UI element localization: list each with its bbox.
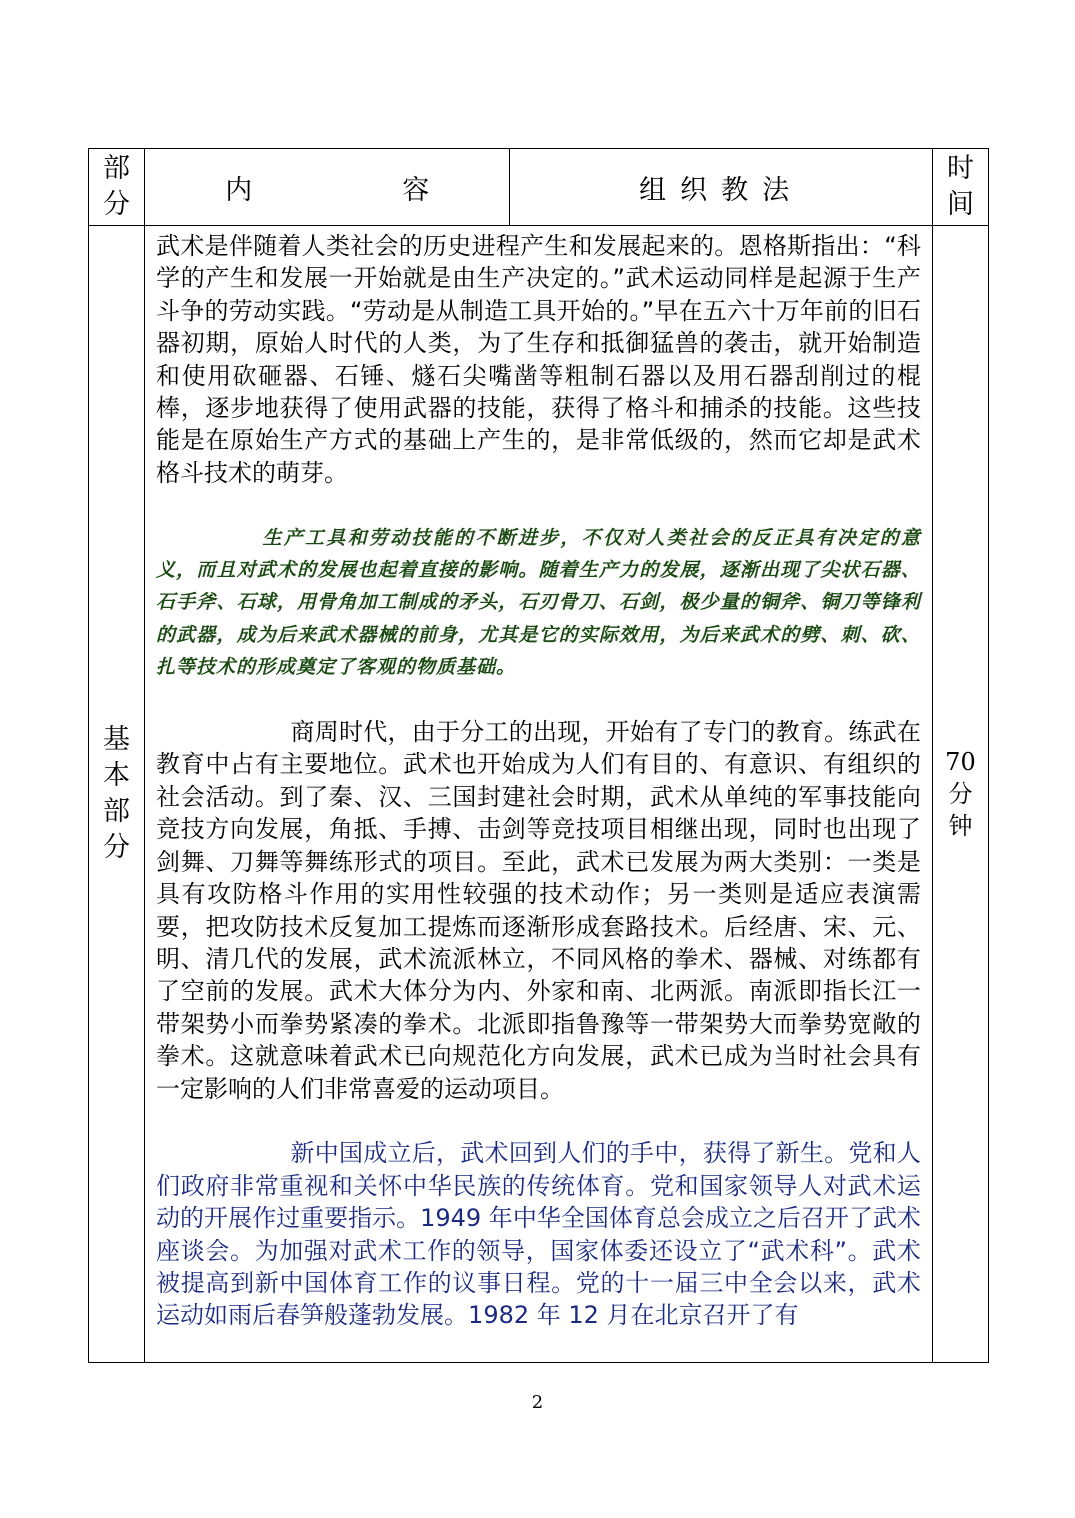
header-method-label: 组织教法: [639, 174, 804, 206]
page-number: 2: [531, 1392, 544, 1413]
header-content-label: [145, 168, 509, 207]
table-body-row: [89, 226, 989, 1363]
header-part-cell: [89, 149, 145, 226]
part-cell: [89, 226, 145, 1363]
header-content-cell: [145, 149, 510, 226]
time-cell: [932, 226, 988, 1363]
part-label: 基本部分: [103, 724, 131, 863]
paragraph-origin: 武术是伴随着人类社会的历史进程产生和发展起来的。恩格斯指出：“科学的产生和发展一开始就是由生产决定的。”武术运动同样是起源于生产斗争的劳动实践。“劳动是从制造工具开始的。”早在五六十万年前的旧石器初期，原始人时代的人类，为了生存和抵御猛兽的袭击，就开始制造和使用砍砸器、石锤、燧石尖嘴凿等粗制石器以及用石器刮削过的棍棒，逐步地获得了使用武器的技能，获得了格斗和捕杀的技能。这些技能是在原始生产方式的基础上产生的，是非常低级的，然而它却是武术格斗技术的萌芽。: [156, 232, 921, 487]
time-unit: 分钟: [948, 780, 973, 840]
paragraph-history: 商周时代，由于分工的出现，开始有了专门的教育。练武在教育中占有主要地位。武术也开始成为人们有目的、有意识、有组织的社会活动。到了秦、汉、三国封建社会时期，武术从单纯的军事技能向竞技方向发展，角抵、手搏、击剑等竞技项目相继出现，同时也出现了剑舞、刀舞等舞练形式的项目。至此，武术已发展为两大类别：一类是具有攻防格斗作用的实用性较强的技术动作；另一类则是适应表演需要，把攻防技术反复加工提炼而逐渐形成套路技术。后经唐、宋、元、明、清几代的发展，武术流派林立，不同风格的拳术、器械、对练都有了空前的发展。武术大体分为内、外家和南、北两派。南派即指长江一带架势小而拳势紧凑的拳术。北派即指鲁豫等一带架势大而拳势宽敞的拳术。这就意味着武术已向规范化方向发展，武术已成为当时社会具有一定影响的人们非常喜爱的运动项目。: [156, 718, 921, 1103]
header-time-cell: [932, 149, 988, 226]
paragraph-gap: [156, 1105, 921, 1137]
header-part-label: 部分: [103, 153, 131, 220]
header-content-char-1: 内: [225, 174, 253, 206]
header-content-char-2: 容: [402, 174, 430, 206]
paragraph-gap: [156, 684, 921, 716]
lesson-plan-table: [88, 148, 989, 1363]
table-header-row: [89, 149, 989, 226]
content-cell: [145, 226, 933, 1363]
header-method-cell: [510, 149, 932, 226]
paragraph-tools: 生产工具和劳动技能的不断进步，不仅对人类社会的反正具有决定的意义，而且对武术的发展也起着直接的影响。随着生产力的发展，逐渐出现了尖状石器、石手斧、石球，用骨角加工制成的矛头，石刃骨刀、石剑，极少量的铜斧、铜刀等锋利的武器，成为后来武术器械的前身，尤其是它的实际效用，为后来武术的劈、刺、砍、扎等技术的形成奠定了客观的物质基础。: [156, 526, 921, 679]
time-value: 70: [945, 748, 976, 776]
paragraph-new-china: 新中国成立后，武术回到人们的手中，获得了新生。党和人们政府非常重视和关怀中华民族的传统体育。党和国家领导人对武术运动的开展作过重要指示。1949 年中华全国体育总会成立之后召开了武术座谈会。为加强对武术工作的领导，国家体委还设立了“武术科”。武术被提高到新中国体育工作的议事日程。党的十一届三中全会以来，武术运动如雨后春笋般蓬勃发展。1982 年 12 月在北京召开了有: [156, 1139, 921, 1330]
paragraph-gap: [156, 489, 921, 521]
header-time-label: 时间: [946, 153, 974, 220]
